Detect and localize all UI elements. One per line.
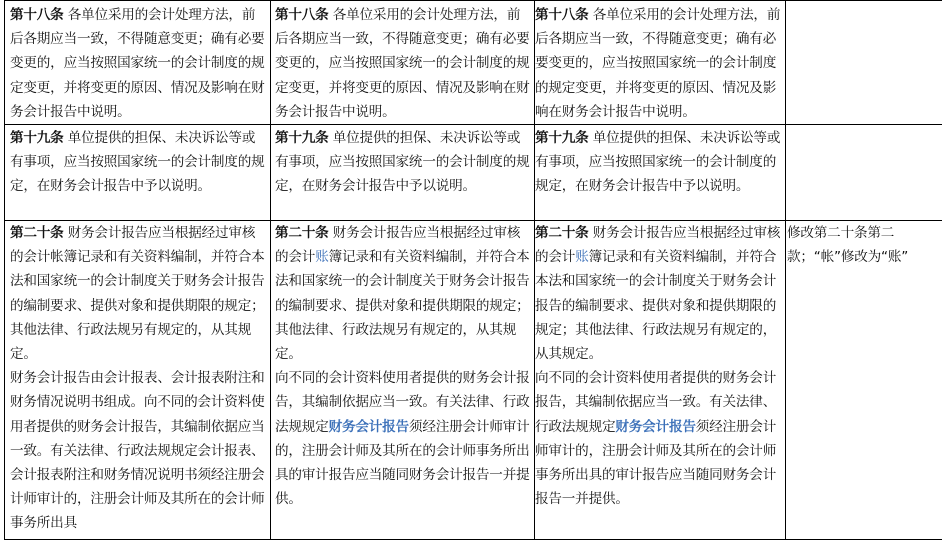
- paragraph-2: 财务会计报告由会计报表、会计报表附注和财务情况说明书组成。向不同的会计资料使用者提供的财务会计报告，其编制依据应当一致。有关法律、行政法规规定会计报表、会计报表附注和财务情况说明书须经注册会计师审计的，注册会计师及其所在的会计师事务所出具: [10, 366, 268, 535]
- article-text: 财务会计报告应当根据经过审核的会计: [275, 225, 520, 265]
- table-cell-draft: [271, 1, 535, 125]
- table-cell-original: [5, 1, 271, 125]
- article-text: 须经注册会计师审计的，注册会计师及其所在的会计师事务所出具的审计报告应当随同财务会计报告一并提供。: [275, 419, 530, 508]
- highlight-changed-char: 账: [575, 249, 588, 265]
- highlight-changed-char: 账: [315, 249, 328, 265]
- article-number: 第十九条: [275, 130, 329, 146]
- article-text: 单位提供的担保、未决诉讼等或有事项，应当按照国家统一的会计制度的规定，在财务会计报告中予以说明。: [535, 130, 780, 194]
- table-row-article-19: [5, 125, 942, 221]
- table-cell-revised: [535, 221, 786, 540]
- table-row-article-18: [5, 1, 942, 125]
- table-cell-draft: [271, 221, 535, 540]
- article-text: 向不同的会计资料使用者提供的财务会计报告，其编制依据应当一致。有关法律、行政法规规定: [535, 370, 776, 434]
- paragraph-1: [535, 221, 783, 366]
- article-text: 财务会计报告应当根据经过审核的会计: [535, 225, 780, 265]
- highlight-changed-phrase: 财务会计报告: [329, 419, 409, 435]
- article-number: 第十八条: [535, 7, 589, 23]
- table-cell-original: [5, 125, 271, 221]
- article-number: 第二十条: [535, 225, 589, 241]
- article-number: 第十九条: [535, 130, 589, 146]
- article-number: 第二十条: [10, 225, 64, 241]
- article-text: 簿记录和有关资料编制，并符合本法和国家统一的会计制度关于财务会计报告的编制要求、提供对象和提供期限的规定；其他法律、行政法规另有规定的，从其规定。: [275, 249, 530, 362]
- paragraph-1: [10, 221, 268, 366]
- article-text: 各单位采用的会计处理方法，前后各期应当一致，不得随意变更；确有必要变更的，应当按照国家统一的会计制度的规定变更，并将变更的原因、情况及影响在财务会计报告中说明。: [275, 7, 529, 120]
- table-cell-revised: [535, 125, 786, 221]
- table-cell-note: [786, 125, 942, 221]
- article-text: 各单位采用的会计处理方法，前后各期应当一致，不得随意变更；确有必要变更的，应当按照国家统一的会计制度的规定变更，并将变更的原因、情况及影响在财务会计报告中说明。: [535, 7, 780, 120]
- highlight-changed-phrase: 财务会计报告: [615, 419, 695, 435]
- paragraph-2: [275, 366, 532, 511]
- article-number: 第十八条: [10, 7, 64, 23]
- table-row-article-20: [5, 221, 942, 540]
- article-text: 财务会计报告应当根据经过审核的会计帐簿记录和有关资料编制，并符合本法和国家统一的会计制度关于财务会计报告的编制要求、提供对象和提供期限的规定；其他法律、行政法规另有规定的，从其规定。: [10, 225, 264, 362]
- article-number: 第十九条: [10, 130, 64, 146]
- table-cell-note: [786, 221, 942, 540]
- article-number: 第二十条: [275, 225, 329, 241]
- note-text: 修改第二十条第二款；“帐”修改为“账”: [787, 225, 908, 265]
- article-text: 单位提供的担保、未决诉讼等或有事项，应当按照国家统一的会计制度的规定，在财务会计报告中予以说明。: [10, 130, 264, 194]
- table-cell-note: [786, 1, 942, 125]
- article-text: 向不同的会计资料使用者提供的财务会计报告，其编制依据应当一致。有关法律、行政法规规定: [275, 370, 529, 434]
- table-cell-original: [5, 221, 271, 540]
- paragraph-2: [535, 366, 783, 511]
- article-text: 须经注册会计师审计的，注册会计师及其所在的会计师事务所出具的审计报告应当随同财务会计报告一并提供。: [535, 419, 776, 508]
- law-comparison-table: [4, 0, 942, 540]
- article-text: 各单位采用的会计处理方法，前后各期应当一致，不得随意变更；确有必要变更的，应当按照国家统一的会计制度的规定变更，并将变更的原因、情况及影响在财务会计报告中说明。: [10, 7, 264, 120]
- article-text: 簿记录和有关资料编制，并符合本法和国家统一的会计制度关于财务会计报告的编制要求、提供对象和提供期限的规定；其他法律、行政法规另有规定的，从其规定。: [535, 249, 776, 362]
- table-cell-draft: [271, 125, 535, 221]
- article-number: 第十八条: [275, 7, 329, 23]
- table-cell-revised: [535, 1, 786, 125]
- paragraph-1: [275, 221, 532, 366]
- article-text: 单位提供的担保、未决诉讼等或有事项，应当按照国家统一的会计制度的规定，在财务会计报告中予以说明。: [275, 130, 529, 194]
